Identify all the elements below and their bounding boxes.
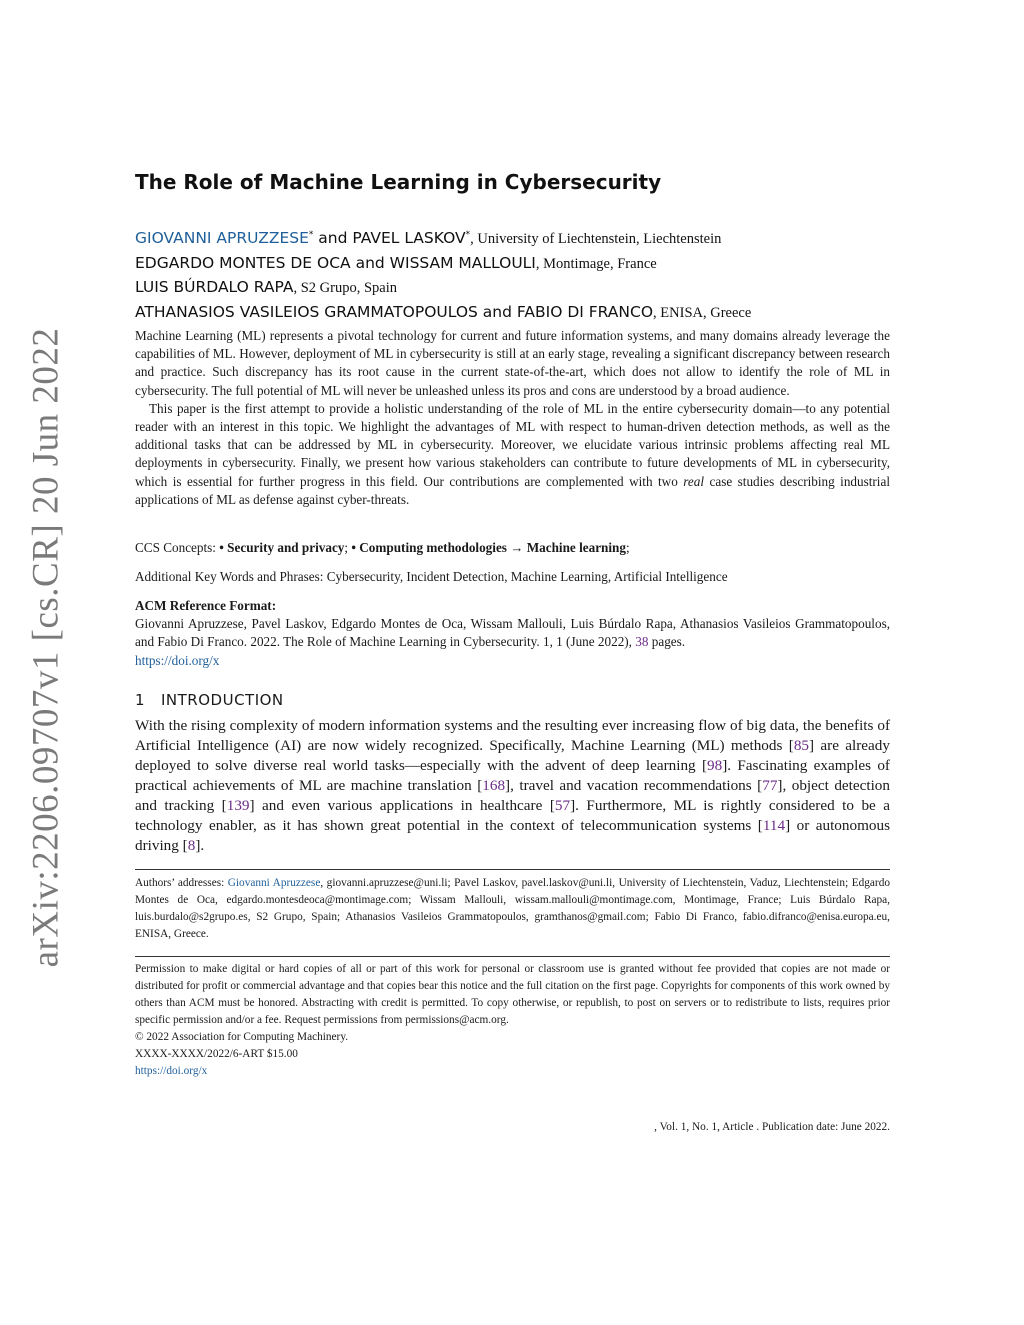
page-count-link[interactable]: 38 bbox=[635, 634, 649, 650]
author-affiliation: , University of Liechtenstein, Liechtenstein bbox=[470, 231, 722, 248]
intro-text: ], object detection and tracking [ bbox=[135, 777, 890, 814]
intro-text: ] and even various applications in healthcare [ bbox=[249, 797, 555, 814]
addresses-prefix: Authors’ addresses: bbox=[135, 877, 228, 889]
address-author-link[interactable]: Giovanni Apruzzese bbox=[227, 877, 321, 889]
acm-reference bbox=[135, 597, 890, 670]
intro-text: ]. bbox=[195, 837, 205, 854]
arxiv-side-stamp bbox=[20, 327, 72, 967]
permission-divider bbox=[135, 956, 890, 957]
copyright-line: © 2022 Association for Computing Machinery. bbox=[135, 1031, 349, 1043]
intro-text: With the rising complexity of modern information systems and the resulting ever increasing flow of big data, the benefits of Artificial Intelligence (AI) are now widely recognized. Specifically, Machine Learning (ML) methods [ bbox=[135, 717, 890, 754]
intro-text: ] are already deployed to solve diverse real world tasks—especially with the advent of deep learning [ bbox=[135, 737, 890, 774]
corresponding-mark: * bbox=[308, 230, 314, 240]
author-block bbox=[135, 224, 890, 325]
author-line-3 bbox=[135, 276, 890, 301]
ccs-separator: ; bbox=[344, 540, 352, 555]
author-line-1 bbox=[135, 224, 890, 252]
author-names: ATHANASIOS VASILEIOS GRAMMATOPOULOS and FABIO DI FRANCO bbox=[135, 302, 654, 321]
permission-doi-link[interactable]: https://doi.org/x bbox=[135, 1065, 208, 1077]
author-line-2 bbox=[135, 252, 890, 277]
article-code: XXXX-XXXX/2022/6-ART $15.00 bbox=[135, 1048, 298, 1060]
citation-link[interactable]: 114 bbox=[762, 817, 786, 834]
section-number: 1 bbox=[135, 691, 146, 709]
section-heading-introduction bbox=[135, 691, 284, 709]
abstract bbox=[135, 327, 890, 509]
author-affiliation: , Montimage, France bbox=[535, 255, 657, 272]
ccs-item-security: • Security and privacy bbox=[219, 540, 345, 555]
intro-text: ]. Fascinating examples of practical achievements of ML are machine translation [ bbox=[135, 757, 890, 794]
author-names: EDGARDO MONTES DE OCA and WISSAM MALLOULI bbox=[135, 253, 536, 272]
section-title: INTRODUCTION bbox=[161, 691, 284, 709]
ccs-end: ; bbox=[625, 540, 630, 555]
citation-link[interactable]: 168 bbox=[482, 777, 506, 794]
introduction-paragraph bbox=[135, 716, 890, 856]
abstract-text: case studies describing industrial applications of ML as defense against cyber-threats. bbox=[135, 473, 890, 507]
keywords: Additional Key Words and Phrases: Cybersecurity, Incident Detection, Machine Learning, Artificial Intelligence bbox=[135, 569, 728, 584]
intro-text: ] or autonomous driving [ bbox=[135, 817, 890, 854]
arxiv-identifier: arXiv:2206.09707v1 [cs.CR] 20 Jun 2022 bbox=[25, 327, 67, 967]
ccs-label: CCS Concepts: bbox=[135, 540, 220, 555]
emphasis-real: real bbox=[683, 473, 705, 489]
author-affiliation: , S2 Grupo, Spain bbox=[293, 280, 398, 297]
abstract-paragraph-2 bbox=[135, 400, 890, 509]
intro-text: ]. Furthermore, ML is rightly considered to be a technology enabler, as it has shown great potential in the context of telecommunication systems [ bbox=[135, 797, 891, 834]
author-addresses bbox=[135, 875, 890, 943]
citation-link[interactable]: 85 bbox=[793, 737, 809, 754]
addresses-text: , giovanni.apruzzese@uni.li; Pavel Laskov, pavel.laskov@uni.li, University of Liechtenstein, Vaduz, Liechtenstein; Edgardo Montes de Oca, edgardo.montesdeoca@montimage.com; Wissam Mallouli, wissam.mallouli@montimage.com, Montimage, France; Luis Búrdalo Rapa, luis.burdalo@s2grupo.es, S2 Grupo, Spain; Athanasios Vasileios Grammatopoulos, gramthanos@gmail.com; Fabio Di Franco, fabio.difranco@enisa.europa.eu, ENISA, Greece. bbox=[135, 877, 890, 940]
author-affiliation: , ENISA, Greece bbox=[653, 304, 752, 321]
author-names: and PAVEL LASKOV bbox=[313, 229, 466, 248]
acm-doi-link[interactable]: https://doi.org/x bbox=[135, 652, 220, 668]
acm-reference-text bbox=[135, 615, 890, 651]
acm-reference-heading: ACM Reference Format: bbox=[135, 598, 277, 613]
paper-title: The Role of Machine Learning in Cybersecurity bbox=[135, 170, 662, 194]
acm-reference-body: Giovanni Apruzzese, Pavel Laskov, Edgardo Montes de Oca, Wissam Mallouli, Luis Búrdalo Rapa, Athanasios Vasileios Grammatopoulos, and Fabio Di Franco. 2022. The Role of Machine Learning in Cybersecurity. 1, 1 (June 2022), bbox=[135, 616, 890, 650]
citation-link[interactable]: 57 bbox=[554, 797, 571, 814]
citation-link[interactable]: 77 bbox=[762, 777, 778, 794]
permission-block bbox=[135, 961, 890, 1080]
abstract-text: This paper is the first attempt to provide a holistic understanding of the role of ML in the entire cybersecurity domain—to any potential reader with an interest in this topic. We highlight the advantages of ML with respect to human-driven detection methods, as well as the additional tasks that can be addressed by ML in cybersecurity. Moreover, we elucidate various intrinsic problems affecting real ML deployments in cybersecurity. Finally, we present how various stakeholders can contribute to future developments of ML in cybersecurity, which is essential for further progress in this field. Our contributions are complemented with two bbox=[135, 400, 890, 489]
citation-link[interactable]: 139 bbox=[226, 797, 250, 814]
acm-reference-body: pages. bbox=[648, 634, 686, 650]
corresponding-mark: * bbox=[465, 230, 471, 240]
intro-text: ], travel and vacation recommendations [ bbox=[505, 777, 763, 794]
abstract-paragraph-1: Machine Learning (ML) represents a pivotal technology for current and future information systems, and many domains already leverage the capabilities of ML. However, deployment of ML in cybersecurity is still at an early stage, revealing a significant discrepancy between research and practice. Such discrepancy has its root cause in the current state-of-the-art, which does not allow to identify the role of ML in cybersecurity. The full potential of ML will never be unleashed unless its pros and cons are understood by a broad audience. bbox=[135, 328, 890, 398]
author-link-apruzzese[interactable]: GIOVANNI APRUZZESE bbox=[135, 229, 309, 248]
running-footer: , Vol. 1, No. 1, Article . Publication date: June 2022. bbox=[654, 1121, 890, 1133]
ccs-item-ml: • Computing methodologies → Machine learning bbox=[351, 540, 626, 555]
permission-text: Permission to make digital or hard copies of all or part of this work for personal or classroom use is granted without fee provided that copies are not made or distributed for profit or commercial advantage and that copies bear this notice and the full citation on the first page. Copyrights for components of this work owned by others than ACM must be honored. Abstracting with credit is permitted. To copy otherwise, or republish, to post on servers or to redistribute to lists, requires prior specific permission and/or a fee. Request permissions from permissions@acm.org. bbox=[135, 963, 890, 1026]
author-names: LUIS BÚRDALO RAPA bbox=[135, 278, 294, 297]
ccs-concepts bbox=[135, 539, 890, 557]
author-line-4 bbox=[135, 301, 890, 326]
citation-link[interactable]: 8 bbox=[187, 837, 196, 854]
footnote-divider bbox=[135, 869, 890, 870]
citation-link[interactable]: 98 bbox=[707, 757, 723, 774]
